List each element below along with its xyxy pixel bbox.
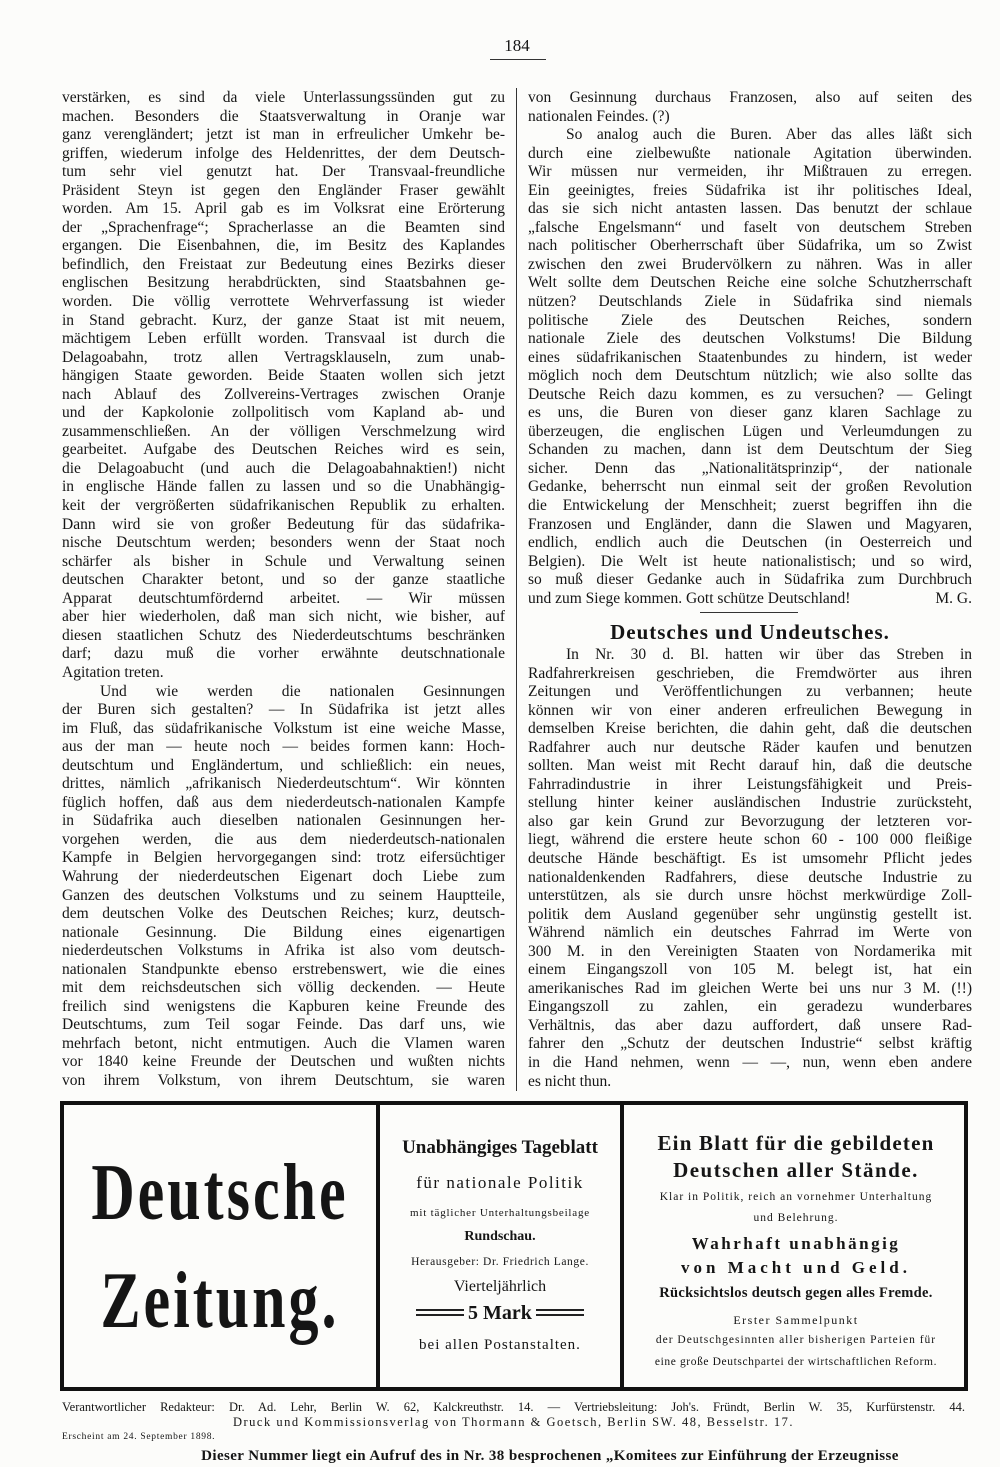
text-line: in Stand gebracht. Kurz, der ganze Staat ist mit neuem, bbox=[62, 311, 505, 329]
text-line: zusammenschließen. An der völligen Verschmelzung wird bbox=[62, 422, 505, 440]
text-line: sicher. Denn das „Nationalitätsprinzip“, der nationale bbox=[528, 459, 972, 477]
text-line: Zeitungen und Veröffentlichungen zu verbannen; heute bbox=[528, 683, 972, 701]
page-number: 184 bbox=[504, 36, 530, 55]
text-line: Wir müssen nur vermeiden, ihr Mißtrauen zu erregen. bbox=[528, 163, 972, 181]
text-line: nationale Ziele des deutschen Volkstums! Die Bildung bbox=[528, 330, 972, 348]
text-line: in Südafrika auch dieselben nationalen Gesinnungen her- bbox=[62, 812, 505, 830]
text-line: können wir von einer anderen erfreulichen Bewegung in bbox=[528, 701, 972, 719]
text-line: nationale Gesinnung. Die Bildung eines eigenartigen bbox=[62, 923, 505, 941]
text-line: In Nr. 30 d. Bl. hatten wir über das Streben in bbox=[566, 646, 972, 663]
text-line: niederdeutschen Volkstums in Afrika ist also vom deutsch- bbox=[62, 942, 505, 960]
text-line: durch eine zielbewußte nationale Agitation überwinden. bbox=[528, 144, 972, 162]
text-line: es nicht thun. bbox=[528, 1072, 612, 1090]
text-line: und zum Siege kommen. Gott schütze Deutschland! bbox=[528, 589, 851, 607]
text-line: endlich, endlich auch die Deutschen (in Oesterreich und bbox=[528, 534, 972, 552]
text-line: Radfahrerkreisen geschrieben, die Fremdwörter aus ihren bbox=[528, 664, 972, 682]
ad-subtitle: für nationale Politik bbox=[416, 1173, 584, 1192]
text-line: Apparat deutschtumfördernd arbeitet. — Wir müssen bbox=[62, 589, 505, 607]
text-line: Delagoabahn, trotz allen Vertragsklauseln, zum unab- bbox=[62, 348, 505, 366]
text-line: politische Ziele des Deutschen Reiches, sondern bbox=[528, 311, 972, 329]
ad-period: Vierteljährlich bbox=[453, 1278, 547, 1295]
text-line: nationalen Standpunkte ebenso erstrebenswert, wie die eines bbox=[62, 960, 505, 978]
text-line: liegt, während die erstere heute schon 60 - 100 000 fleißige bbox=[528, 831, 972, 849]
text-line: keit der vergrößerten südafrikanischen Republik zu erhalten. bbox=[62, 497, 505, 515]
text-line: hängigen Staate geworden. Beide Staaten wollen sich jetzt bbox=[62, 367, 505, 385]
supplement-notice: Dieser Nummer liegt ein Aufruf des in Nr. 38 besprochenen „Komitees zur Einführung der Erzeugnisse bbox=[201, 1448, 899, 1464]
masthead-line-1: Deutsche bbox=[91, 1147, 349, 1237]
ad-description-1: Klar in Politik, reich an vornehmer Unterhaltung bbox=[659, 1191, 933, 1203]
text-line: nach politischer Oberherrschaft über Südafrika, um so Zwist bbox=[528, 237, 972, 255]
text-line: fahrer den „Schutz der deutschen Industrie“ selbst kräftig bbox=[528, 1035, 972, 1053]
ad-publisher: Herausgeber: Dr. Friedrich Lange. bbox=[411, 1256, 589, 1268]
page-number-rule bbox=[490, 59, 546, 60]
text-line: Und wie werden die nationalen Gesinnungen bbox=[100, 682, 505, 700]
text-line: 300 M. in den Vereinigten Staaten von Nordamerika mit bbox=[528, 942, 972, 960]
text-line: nische Deutschtum werden; besonders wenn der Staat noch bbox=[62, 534, 505, 552]
text-line: Ein geeinigtes, freies Südafrika ist ihr politisches Ideal, bbox=[528, 181, 972, 199]
ad-motto-1: Wahrhaft unabhängig bbox=[691, 1234, 901, 1253]
text-line: Franzosen und Engländer, dann die Slawen und Magyaren, bbox=[528, 515, 972, 533]
ad-description-2: und Belehrung. bbox=[753, 1212, 839, 1224]
text-line: gearbeitet. Aufgabe des Deutschen Reiches wird es sein, bbox=[62, 441, 505, 459]
text-line: amerikanisches Rad im gleichen Werte bei uns nur 3 M. (!!) bbox=[528, 979, 972, 997]
text-line: Radfahrer auch nur deutsche Räder kaufen und benutzen bbox=[528, 738, 972, 756]
text-line: Deutsche Reich dazu kommen, es zu versuchen? — Gelingt bbox=[528, 385, 972, 403]
text-line: in die Hand nehmen, wenn — —, nun, wenn eben andere bbox=[528, 1054, 972, 1072]
text-line: griffen, wiederum infolge des Heldenrittes, der dem Deutsch- bbox=[62, 144, 505, 162]
imprint-editor: Verantwortlicher Redakteur: Dr. Ad. Lehr, Berlin W. 62, Kalckreuthstr. 14. — Vertriebsleitung: Joh's. Fründt, Berlin W. 35, Kurfürstenstr. 44. bbox=[62, 1400, 965, 1414]
ad-rally-point-1: Erster Sammelpunkt bbox=[733, 1313, 859, 1327]
text-line: mit dem reichsdeutschen sich völlig deckenden. — Heute bbox=[62, 979, 505, 997]
text-line: Ganzen des deutschen Volkstums und zu seinem Hauptteile, bbox=[62, 886, 505, 904]
text-line: deutschtum und Engländertum, und schließlich: ein neues, bbox=[62, 756, 505, 774]
text-line: die Delagoabucht (und auch die Delagoabahnaktien!) nicht bbox=[62, 459, 505, 477]
text-line: tum sehr viel genutzt hat. Der Transvaal-freundliche bbox=[62, 163, 505, 181]
text-line: Präsident Steyn ist gegen den Engländer Fraser gewählt bbox=[62, 181, 505, 199]
text-line: verstärken, es sind da viele Unterlassungssünden gut zu bbox=[62, 89, 505, 106]
text-line: Kampfe in Belgien hervorgegangen sind: trotz eifersüchtiger bbox=[62, 849, 505, 867]
text-line: das sie sich nicht antasten lassen. Das benutzt der schlaue bbox=[528, 200, 972, 218]
text-line: Wahrung der niederdeutschen Eigenart doch Liebe zum bbox=[62, 867, 505, 885]
text-line: aus der man — heute noch — beides formen kann: Hoch- bbox=[62, 738, 505, 756]
text-line: drittes, nämlich „afrikanisch Niederdeutschtum“. Wir könnten bbox=[62, 775, 505, 793]
text-line: englischen Besitzung herabdrückten, sind Staatsbahnen ge- bbox=[62, 274, 505, 292]
text-line: Belgien). Die Welt ist heute nationalistisch; und so wird, bbox=[528, 552, 972, 570]
text-line: stellung hinter keiner ausländischen Industrie zurücksteht, bbox=[528, 794, 972, 812]
text-line: mächtigem Leben erfüllt worden. Transvaal ist durch die bbox=[62, 330, 505, 348]
text-line: also gar kein Grund zur Bevorzugung der letzteren vor- bbox=[528, 812, 972, 830]
text-line: freilich sind wenigstens die Kapburen keine Freunde des bbox=[62, 997, 505, 1015]
text-line: Während nämlich ein deutsches Fahrrad im Werte von bbox=[528, 924, 972, 942]
text-line: diesen staatlichen Schutz des Niederdeutschtums beschränken bbox=[62, 626, 505, 644]
article-signature: M. G. bbox=[935, 590, 972, 607]
imprint-printer: Druck und Kommissionsverlag von Thormann & Goetsch, Berlin SW. 48, Besselstr. 17. bbox=[232, 1415, 795, 1429]
text-line: möglich noch dem Deutschtum nützlich; wie also sollte das bbox=[528, 367, 972, 385]
ad-price: 5 Mark bbox=[468, 1302, 532, 1324]
ad-supplement: mit täglicher Unterhaltungsbeilage bbox=[410, 1207, 590, 1219]
text-line: eines südafrikanischen Staatenbundes zu hindern, ist weder bbox=[528, 348, 972, 366]
ornament-rule-right bbox=[536, 1309, 584, 1316]
ad-title: Unabhängiges Tageblatt bbox=[402, 1137, 598, 1158]
text-line: es uns, die Buren von dieser ganz klaren Sachlage zu bbox=[528, 404, 972, 422]
text-line: aber hier wiederholen, daß man sich nicht, wie bisher, auf bbox=[62, 608, 505, 626]
text-line: „falsche Engelsmann“ und faselt von deutschem Streben bbox=[528, 218, 972, 236]
text-line: nach Ablauf des Zollvereins-Vertrages zwischen Oranje bbox=[62, 385, 505, 403]
text-line: nützen? Deutschlands Ziele in Südafrika sind niemals bbox=[528, 293, 972, 311]
text-line: und der Kapkolonie zollpolitisch vom Kapland ab- und bbox=[62, 404, 505, 422]
article-body bbox=[528, 646, 972, 1091]
ad-supplement-name: Rundschau. bbox=[464, 1229, 536, 1244]
text-line: nationaldenkenden Radfahrers, diese deutsche Industrie zu bbox=[528, 868, 972, 886]
ad-motto-2: von Macht und Geld. bbox=[681, 1258, 911, 1277]
text-line: Dann wird sie von großer Bedeutung für das südafrika- bbox=[62, 515, 505, 533]
text-line: einem Eingangszoll von 105 M. belegt ist, hat ein bbox=[528, 961, 972, 979]
text-line: dem deutschen Volke des Deutschen Reiches; kurz, deutsch- bbox=[62, 905, 505, 923]
ad-slogan: Rücksichtslos deutsch gegen alles Fremde. bbox=[659, 1285, 933, 1301]
text-line: Fahrradindustrie in ihrer Leistungsfähigkeit und Preis- bbox=[528, 775, 972, 793]
ad-availability: bei allen Postanstalten. bbox=[419, 1337, 581, 1353]
text-line: vor 1840 keine Freunde der Deutschen und wußten nichts bbox=[62, 1053, 505, 1071]
text-line: unterstützen, als sie durch unsre höchst merkwürdige Zoll- bbox=[528, 887, 972, 905]
text-line: darf; dazu muß die vorher erwähnte deutschnationale bbox=[62, 645, 505, 663]
text-line: Verhältnis, das aber dazu auffordert, daß unsere Rad- bbox=[528, 1016, 972, 1034]
text-line: nationalen Feindes. (?) bbox=[528, 107, 670, 125]
text-line: von Gesinnung durchaus Franzosen, also auf seiten des bbox=[528, 89, 972, 106]
text-line: mehrfach betont, nicht entmutigen. Auch die Vlamen waren bbox=[62, 1034, 505, 1052]
text-line: deutsche Hände beschäftigt. Es ist umsomehr Pflicht jedes bbox=[528, 850, 972, 868]
text-line: so muß dieser Gedanke auch in Südafrika zum Durchbruch bbox=[528, 571, 972, 589]
text-line: ganz verengländert; jetzt ist man in erfreulicher Umkehr be- bbox=[62, 126, 505, 144]
text-line: deutschen Charakter betont, und so der ganze staatliche bbox=[62, 571, 505, 589]
ad-headline-2: Deutschen aller Stände. bbox=[673, 1158, 919, 1182]
masthead-line-2: Zeitung. bbox=[100, 1255, 340, 1345]
text-line: vorgehen werden, die aus dem niederdeutsch-nationalen bbox=[62, 830, 505, 848]
text-line: Deutschtums, zum Teil sogar Feinde. Das darf uns, wie bbox=[62, 1016, 505, 1034]
ad-rally-point-3: eine große Deutschpartei der wirtschaftlichen Reform. bbox=[654, 1356, 938, 1368]
text-line: die Entwickelung der Menschheit; zuerst begriffen ihn die bbox=[528, 497, 972, 515]
column-divider bbox=[516, 88, 517, 1091]
text-line: im Fluß, das südafrikanische Volkstum ist eine weiche Masse, bbox=[62, 719, 505, 737]
text-line: Gedanke, beherrscht nun einmal seit der großen Revolution bbox=[528, 478, 972, 496]
text-line: der Buren sich gestalten? — In Südafrika ist jetzt alles bbox=[62, 701, 505, 719]
text-line: zwischen den zwei Brudervölkern zu nähren. Was in aller bbox=[528, 255, 972, 273]
text-line: Welt sollte dem Deutschen Reiche eine solche Schutzherrschaft bbox=[528, 274, 972, 292]
ad-rally-point-2: der Deutschgesinnten aller bisherigen Parteien für bbox=[655, 1334, 937, 1346]
text-line: sollten. Man weist mit Recht darauf hin, daß die deutsche bbox=[528, 757, 972, 775]
text-line: befindlich, den Freistaat zur Bedeutung eines Bezirks dieser bbox=[62, 255, 505, 273]
text-line: machen. Besonders die Staatsverwaltung in Oranje war bbox=[62, 107, 505, 125]
text-line: füglich hoffen, daß aus dem niederdeutsch-nationalen Kampfe bbox=[62, 793, 505, 811]
text-line: worden. Am 15. April gab es im Volksrat eine Erörterung bbox=[62, 200, 505, 218]
text-line: worden. Die völlig verrottete Wehrverfassung ist wieder bbox=[62, 293, 505, 311]
text-line: ergangen. Die Eisenbahnen, die, im Besitz des Kaplandes bbox=[62, 237, 505, 255]
text-line: demselben Kreise berichten, die dahin geht, daß die deutschen bbox=[528, 720, 972, 738]
text-line: in englische Hände fallen zu lassen und so die Unabhängig- bbox=[62, 478, 505, 496]
article-heading: Deutsches und Undeutsches. bbox=[610, 620, 890, 644]
text-line: Schanden zu machen, dann ist dem Deutschtum der Sieg bbox=[528, 441, 972, 459]
text-line: Agitation treten. bbox=[62, 663, 164, 681]
text-line: politik dem Ausland gegenüber sehr ungünstig gestellt ist. bbox=[528, 905, 972, 923]
left-column bbox=[62, 89, 505, 1091]
issue-date: Erscheint am 24. September 1898. bbox=[62, 1432, 216, 1442]
text-line: schärfer als bisher in Schule und Verwaltung seinen bbox=[62, 552, 505, 570]
right-column bbox=[528, 89, 972, 608]
ad-headline-1: Ein Blatt für die gebildeten bbox=[657, 1131, 935, 1155]
text-line: So analog auch die Buren. Aber das alles läßt sich bbox=[566, 126, 972, 144]
text-line: von ihrem Volkstum, von ihrem Deutschtum, sie waren bbox=[62, 1071, 505, 1089]
text-line: Eingangszoll zu zahlen, ein geradezu wunderbares bbox=[528, 998, 972, 1016]
text-line: der „Sprachenfrage“; Spracherlasse an die Beamten sind bbox=[62, 218, 505, 236]
article-separator bbox=[700, 612, 798, 613]
text-line: überzeugen, die englischen Lügen und Verleumdungen zu bbox=[528, 422, 972, 440]
